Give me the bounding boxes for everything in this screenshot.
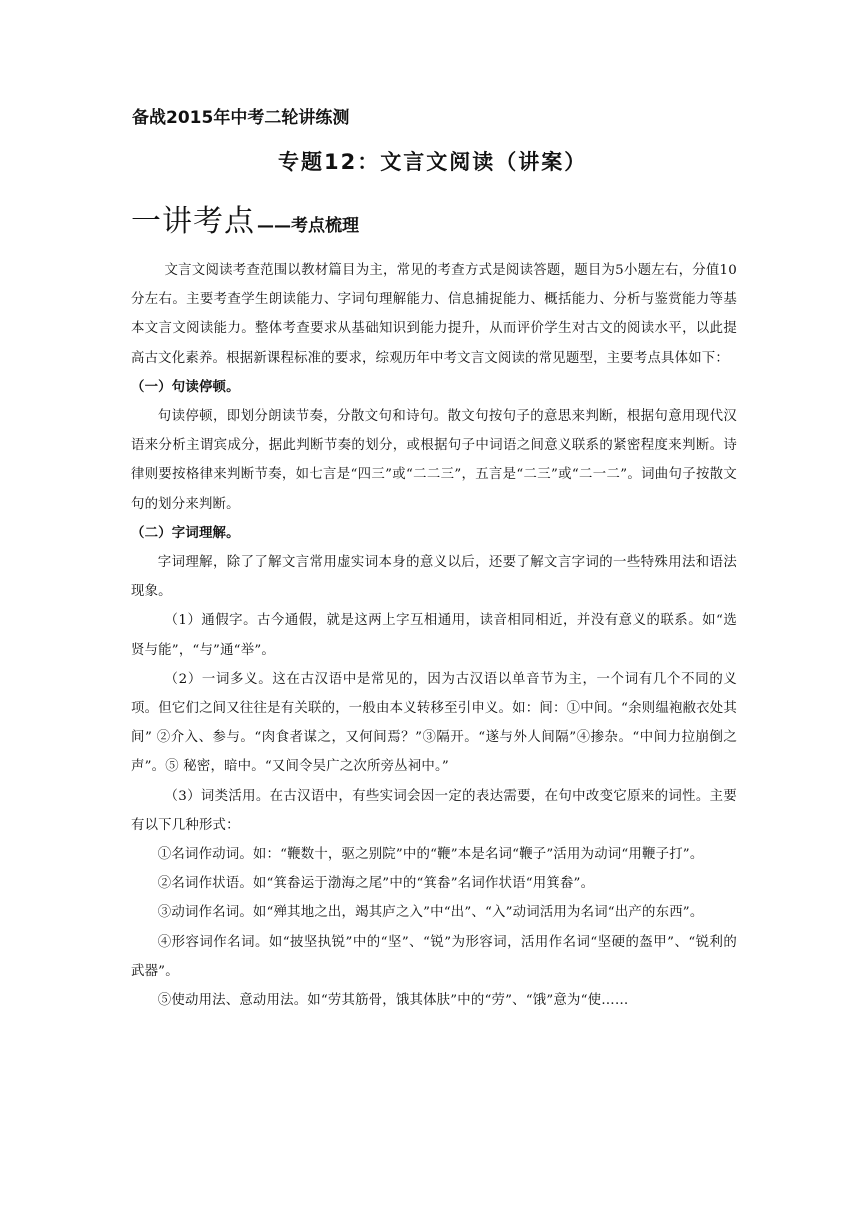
paragraph-verb-as-noun: ③动词作名词。如“殚其地之出，竭其庐之入”中“出”、“入”动词活用为名词“出产的东西”。 <box>157 905 704 921</box>
body-text <box>131 256 737 1015</box>
paragraph-noun-as-verb: ①名词作动词。如：“鞭数十，驱之别院”中的“鞭”本是名词“鞭子”活用为动词“用鞭子打”。 <box>157 847 704 863</box>
paragraph-polysemy: （2）一词多义。这在古汉语中是常见的，因为古汉语以单音节为主，一个词有几个不同的义项。但它们之间又往往是有关联的，一般由本义转移至引申义。如：间：①中间。“余则缊袍敝衣处其间” ②介入、参与。“肉食者谋之，又何间焉？”③隔开。“遂与外人间隔”④掺杂。“中间力拉崩倒之声”。⑤ 秘密，暗中。“又间令吴广之次所旁丛祠中。” <box>131 671 737 775</box>
paragraph-tongjiazi: （1）通假字。古今通假，就是这两上字互相通用，读音相同相近，并没有意义的联系。如“选贤与能”，“与”通“举”。 <box>131 613 737 658</box>
series-title: 备战2015年中考二轮讲练测 <box>132 108 350 128</box>
paragraph-causative-usage: ⑤使动用法、意动用法。如“劳其筋骨，饿其体肤”中的“劳”、“饿”意为“使…… <box>157 993 629 1009</box>
section-heading-main: 一讲考点 <box>131 204 255 239</box>
section-heading-sub: ——考点梳理 <box>257 216 359 236</box>
intro-paragraph: 文言文阅读考查范围以教材篇目为主，常见的考查方式是阅读答题，题目为5小题左右，分值10分左右。主要考查学生朗读能力、字词句理解能力、信息捕捉能力、概括能力、分析与鉴赏能力等基本文言文阅读能力。整体考查要求从基础知识到能力提升，从而评价学生对古文的阅读水平，以此提高古文化素养。根据新课程标准的要求，综观历年中考文言文阅读的常见题型，主要考点具体如下： <box>131 263 737 366</box>
paragraph-sentence-pause: 句读停顿，即划分朗读节奏，分散文句和诗句。散文句按句子的意思来判断，根据句意用现代汉语来分析主谓宾成分，据此判断节奏的划分，或根据句子中词语之间意义联系的紧密程度来判断。诗律则要按格律来判断节奏，如七言是“四三”或“二二三”，五言是“二三”或“二一二”。词曲句子按散文句的划分来判断。 <box>131 409 737 512</box>
subheading-sentence-pause: （一）句读停顿。 <box>131 379 240 395</box>
paragraph-part-of-speech: （3）词类活用。在古汉语中，有些实词会因一定的表达需要，在句中改变它原来的词性。主要有以下几种形式： <box>131 788 737 833</box>
page-title: 专题12：文言文阅读（讲案） <box>278 150 588 174</box>
paragraph-word-understanding: 字词理解，除了了解文言常用虚实词本身的意义以后，还要了解文言字词的一些特殊用法和语法现象。 <box>131 555 737 600</box>
paragraph-noun-as-adverbial: ②名词作状语。如“箕畚运于渤海之尾”中的“箕畚”名词作状语“用箕畚”。 <box>157 876 595 892</box>
paragraph-adjective-as-noun: ④形容词作名词。如“披坚执锐”中的“坚”、“锐”为形容词，活用作名词“坚硬的盔甲”、“锐利的武器”。 <box>131 934 737 979</box>
section-heading <box>131 196 359 240</box>
subheading-word-understanding: （二）字词理解。 <box>131 525 240 541</box>
